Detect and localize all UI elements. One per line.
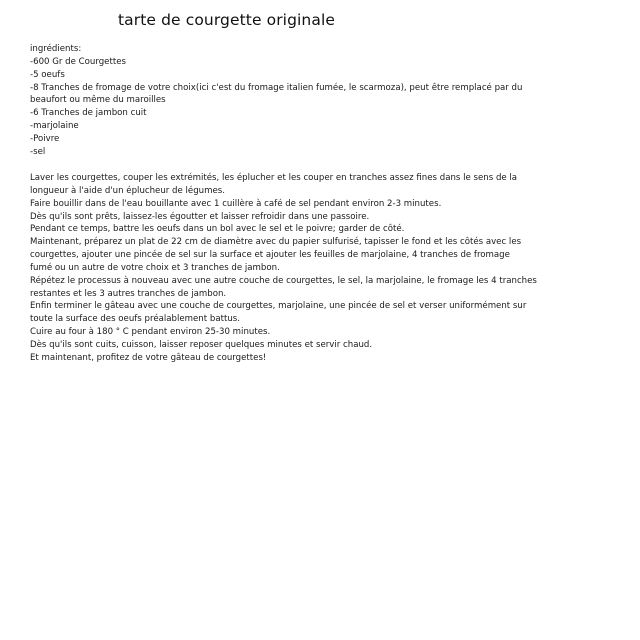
instruction-line: Cuire au four à 180 ° C pendant environ 25-30 minutes.: [30, 327, 271, 338]
instruction-line: restantes et les 3 autres tranches de jambon.: [30, 288, 227, 299]
instruction-line: fumé ou un autre de votre choix et 3 tranches de jambon.: [30, 262, 280, 273]
ingredient-line: -Poivre: [30, 133, 60, 144]
ingredient-line: -sel: [30, 146, 46, 157]
ingredients-heading: ingrédients:: [30, 44, 82, 54]
instruction-line: Répétez le processus à nouveau avec une autre couche de courgettes, le sel, la marjolaine, le fromage les 4 tranches: [30, 275, 537, 286]
instruction-line: Laver les courgettes, couper les extrémités, les éplucher et les couper en tranches assez fines dans le sens de la: [30, 173, 518, 183]
ingredient-line: beaufort ou même du maroilles: [30, 95, 166, 106]
ingredient-line: -6 Tranches de jambon cuit: [30, 108, 147, 119]
instruction-line: Et maintenant, profitez de votre gâteau de courgettes!: [30, 352, 267, 363]
recipe-title: tarte de courgette originale: [118, 11, 335, 29]
instruction-line: courgettes, ajouter une pincée de sel sur la surface et ajouter les feuilles de marjolaine, 4 tranches de fromage: [30, 250, 510, 261]
instruction-line: longueur à l'aide d'un éplucheur de légumes.: [30, 185, 225, 196]
ingredient-line: -5 oeufs: [30, 69, 65, 80]
instruction-line: Faire bouillir dans de l'eau bouillante avec 1 cuillère à café de sel pendant environ 2-3 minutes.: [30, 198, 442, 209]
instruction-line: Maintenant, préparez un plat de 22 cm de diamètre avec du papier sulfurisé, tapisser le fond et les côtés avec les: [30, 237, 522, 248]
instruction-line: Dès qu'ils sont cuits, cuisson, laisser reposer quelques minutes et servir chaud.: [30, 339, 373, 350]
instruction-line: Pendant ce temps, battre les oeufs dans un bol avec le sel et le poivre; garder de côté.: [30, 224, 405, 235]
ingredient-line: -marjolaine: [30, 121, 79, 132]
ingredient-line: -8 Tranches de fromage de votre choix(ici c'est du fromage italien fumée, le scarmoza), peut être remplacé par du: [30, 82, 523, 93]
ingredients-section: [30, 43, 530, 159]
instruction-line: toute la surface des oeufs préalablement battus.: [30, 314, 240, 325]
ingredient-line: -600 Gr de Courgettes: [30, 56, 126, 67]
instruction-line: Enfin terminer le gâteau avec une couche de courgettes, marjolaine, une pincée de sel et verser uniformément sur: [30, 301, 527, 312]
instructions-section: [30, 172, 537, 365]
instruction-line: Dès qu'ils sont prêts, laissez-les égoutter et laisser refroidir dans une passoire.: [30, 211, 370, 222]
